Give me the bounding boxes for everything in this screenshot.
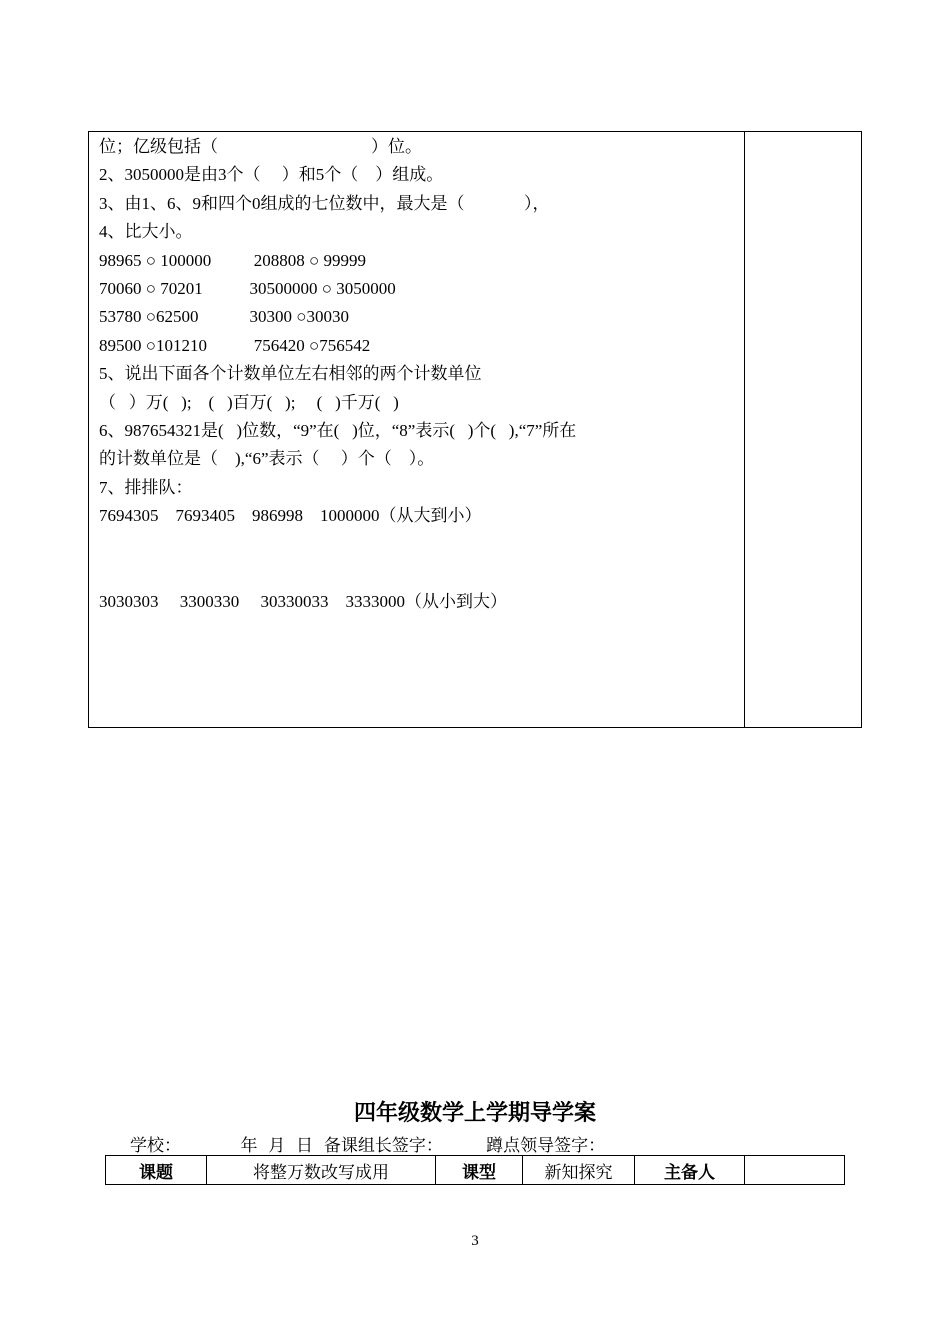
exercise-line: 6、987654321是( )位数，“9”在( )位，“8”表示( )个( ),“7”所在 bbox=[99, 421, 577, 440]
type-label: 课型 bbox=[436, 1156, 523, 1185]
exercise-line: 3030303 3300330 30330033 3333000（从小到大） bbox=[99, 592, 507, 611]
exercise-line: 98965 ○ 100000 208808 ○ 99999 bbox=[99, 251, 367, 270]
page-number: 3 bbox=[471, 1233, 479, 1249]
topic-label: 课题 bbox=[106, 1156, 207, 1185]
lesson-info-table bbox=[105, 1155, 845, 1185]
column-divider bbox=[744, 132, 745, 727]
exercise-line: 7694305 7693405 986998 1000000（从大到小） bbox=[99, 506, 482, 525]
exercise-line: 3、由1、6、9和四个0组成的七位数中，最大是（ ）， bbox=[99, 194, 550, 213]
page-title: 四年级数学上学期导学案 bbox=[353, 1101, 596, 1126]
type-value: 新知探究 bbox=[523, 1156, 635, 1185]
exercise-line: （ ）万( ); ( )百万( ); ( )千万( ) bbox=[99, 393, 399, 412]
exercise-box bbox=[88, 131, 862, 728]
table-row bbox=[106, 1156, 845, 1185]
preparer-value bbox=[745, 1156, 845, 1185]
exercise-line: 4、比大小。 bbox=[99, 222, 193, 241]
exercise-line: 70060 ○ 70201 30500000 ○ 3050000 bbox=[99, 279, 396, 298]
signature-line: 学校： 年 月 日 备课组长签字： 蹲点领导签字： bbox=[130, 1136, 606, 1156]
exercise-line: 7、排排队： bbox=[99, 478, 193, 497]
preparer-label: 主备人 bbox=[635, 1156, 745, 1185]
exercise-line: 89500 ○101210 756420 ○756542 bbox=[99, 336, 371, 355]
exercise-line: 53780 ○62500 30300 ○30030 bbox=[99, 307, 350, 326]
exercise-line: 的计数单位是（ ),“6”表示（ ）个（ ）。 bbox=[99, 449, 435, 468]
exercise-line: 5、说出下面各个计数单位左右相邻的两个计数单位 bbox=[99, 364, 482, 383]
exercise-line: 2、3050000是由3个（ ）和5个（ ）组成。 bbox=[99, 165, 444, 184]
exercise-line: 位；亿级包括（ ）位。 bbox=[99, 137, 422, 156]
topic-value: 将整万数改写成用 bbox=[207, 1156, 436, 1185]
